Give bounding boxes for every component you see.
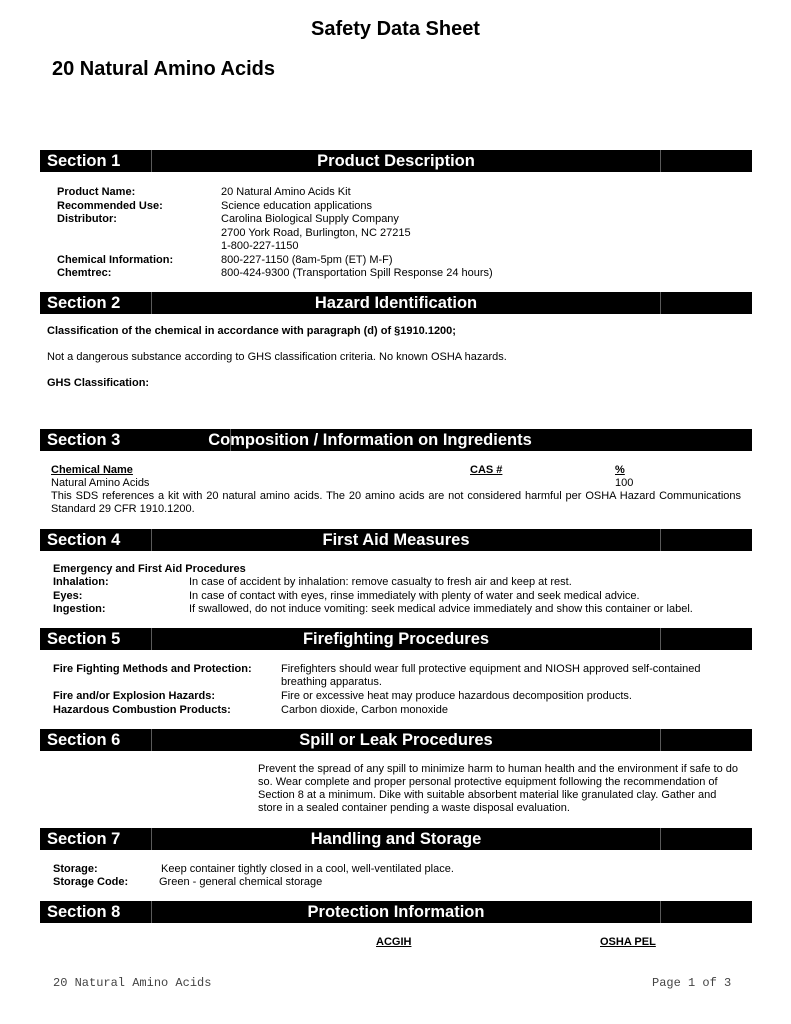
- section-7-header: [40, 828, 752, 850]
- chemtrec-label: Chemtrec:: [57, 267, 112, 279]
- storage-value: Keep container tightly closed in a cool, well-ventilated place.: [161, 863, 454, 875]
- product-name-value: 20 Natural Amino Acids Kit: [221, 186, 351, 198]
- spill-procedure-text: Prevent the spread of any spill to minimize harm to human health and the environment if safe to do so. Wear complete and proper personal protective equipment following the recommendation of Section 8 at a minimum. Dike with suitable absorbent material like granulated clay. Gather and store in a sealed container pending a waste disposal evaluation.: [258, 763, 738, 814]
- section-title: Firefighting Procedures: [302, 630, 490, 648]
- document-title: Safety Data Sheet: [311, 18, 480, 40]
- section-5-header: [40, 628, 752, 650]
- section-number: Section 6: [47, 731, 121, 749]
- inhalation-value: In case of accident by inhalation: remove casualty to fresh air and keep at rest.: [189, 576, 572, 588]
- column-header-osha-pel: OSHA PEL: [600, 936, 656, 948]
- footer-document-name: 20 Natural Amino Acids: [53, 976, 212, 990]
- eyes-value: In case of contact with eyes, rinse immediately with plenty of water and seek medical advice.: [189, 590, 640, 602]
- section-title: Hazard Identification: [314, 294, 478, 312]
- distributor-label: Distributor:: [57, 213, 117, 225]
- section-2-header: [40, 292, 752, 314]
- section-number: Section 2: [47, 294, 121, 312]
- product-name-label: Product Name:: [57, 186, 136, 198]
- column-header-chemical-name: Chemical Name: [51, 464, 133, 476]
- column-header-percent: %: [615, 464, 625, 476]
- section-1-header: [40, 150, 752, 172]
- footer-page-number: Page 1 of 3: [652, 976, 732, 990]
- first-aid-heading: Emergency and First Aid Procedures: [53, 563, 246, 575]
- section-4-header: [40, 529, 752, 551]
- fire-hazards-value: Fire or excessive heat may produce hazardous decomposition products.: [281, 690, 632, 702]
- ingestion-label: Ingestion:: [53, 603, 106, 615]
- chemical-info-value: 800-227-1150 (8am-5pm (ET) M-F): [221, 254, 393, 266]
- fire-hazards-label: Fire and/or Explosion Hazards:: [53, 690, 215, 702]
- distributor-line: 2700 York Road, Burlington, NC 27215: [221, 227, 411, 239]
- fire-methods-label: Fire Fighting Methods and Protection:: [53, 663, 252, 675]
- ingredient-percent: 100: [615, 477, 634, 489]
- section-number: Section 3: [47, 431, 121, 449]
- product-title: 20 Natural Amino Acids: [52, 58, 276, 80]
- column-header-cas: CAS #: [470, 464, 503, 476]
- ingestion-value: If swallowed, do not induce vomiting: seek medical advice immediately and show this container or label.: [189, 603, 693, 615]
- storage-label: Storage:: [53, 863, 98, 875]
- chemtrec-value: 800-424-9300 (Transportation Spill Response 24 hours): [221, 267, 493, 279]
- ghs-classification-label: GHS Classification:: [47, 377, 150, 389]
- classification-text: Not a dangerous substance according to GHS classification criteria. No known OSHA hazards.: [47, 351, 507, 363]
- section-number: Section 8: [47, 903, 121, 921]
- column-header-acgih: ACGIH: [376, 936, 412, 948]
- storage-code-label: Storage Code:: [53, 876, 129, 888]
- eyes-label: Eyes:: [53, 590, 83, 602]
- storage-code-value: Green - general chemical storage: [159, 876, 323, 888]
- section-title: First Aid Measures: [322, 531, 470, 549]
- recommended-use-label: Recommended Use:: [57, 200, 163, 212]
- ingredient-name: Natural Amino Acids: [51, 477, 150, 489]
- distributor-line: Carolina Biological Supply Company: [221, 213, 399, 225]
- chemical-info-label: Chemical Information:: [57, 254, 174, 266]
- section-title: Composition / Information on Ingredients: [208, 431, 532, 449]
- classification-heading: Classification of the chemical in accordance with paragraph (d) of §1910.1200;: [47, 325, 456, 337]
- section-title: Handling and Storage: [310, 830, 482, 848]
- section-8-header: [40, 901, 752, 923]
- composition-note: This SDS references a kit with 20 natural amino acids. The 20 amino acids are not considered harmful per OSHA Hazard Communications Standard 29 CFR 1910.1200.: [51, 490, 741, 515]
- fire-methods-value: Firefighters should wear full protective equipment and NIOSH approved self-contained breathing apparatus.: [281, 663, 701, 688]
- combustion-products-value: Carbon dioxide, Carbon monoxide: [281, 704, 448, 716]
- section-title: Spill or Leak Procedures: [299, 731, 493, 749]
- section-title: Product Description: [317, 152, 475, 170]
- section-title: Protection Information: [307, 903, 485, 921]
- section-number: Section 7: [47, 830, 121, 848]
- section-number: Section 5: [47, 630, 121, 648]
- recommended-use-value: Science education applications: [221, 200, 373, 212]
- combustion-products-label: Hazardous Combustion Products:: [53, 704, 231, 716]
- section-3-header: [40, 429, 752, 451]
- inhalation-label: Inhalation:: [53, 576, 109, 588]
- section-number: Section 1: [47, 152, 121, 170]
- section-number: Section 4: [47, 531, 121, 549]
- section-6-header: [40, 729, 752, 751]
- distributor-line: 1-800-227-1150: [221, 240, 299, 252]
